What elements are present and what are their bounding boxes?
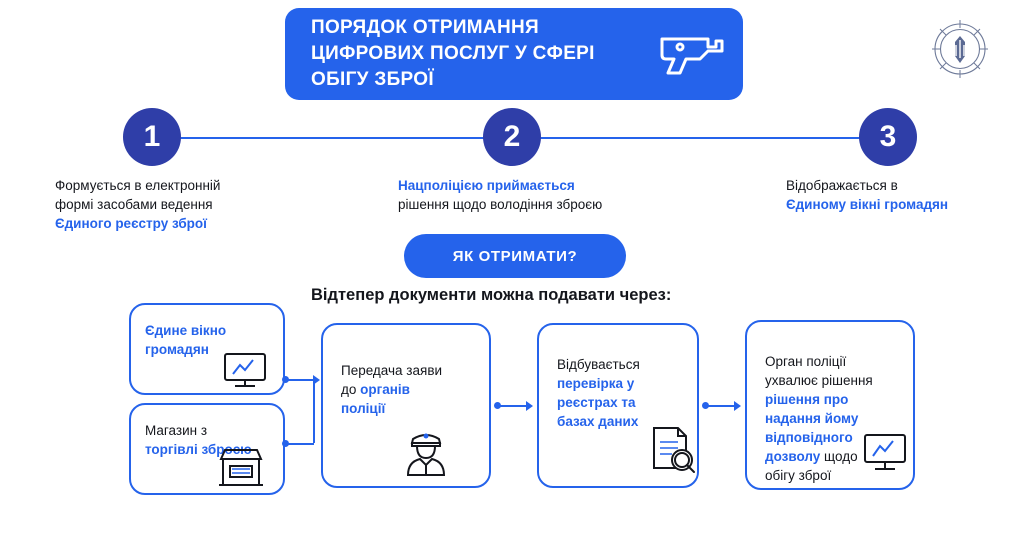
step-2-highlight: Нацполіцією приймається	[398, 178, 575, 193]
submit-line-2	[341, 380, 489, 399]
step-text-3	[786, 176, 1001, 214]
section-subtitle: Відтепер документи можна подавати через:	[311, 286, 672, 304]
step-3-highlight: Єдиному вікні громадян	[786, 197, 949, 212]
store-icon	[215, 445, 267, 489]
step-1-line-2: формі засобами ведення	[55, 197, 213, 212]
decision-line-2: ухвалює рішення	[765, 373, 873, 388]
connector-window-h	[286, 379, 314, 381]
pistol-icon	[655, 28, 725, 80]
submit-line-1: Передача заяви	[341, 363, 443, 378]
connector-submit-h	[498, 405, 526, 407]
decision-line-6-plain: щодо	[820, 449, 858, 464]
step-number-1: 1	[123, 108, 181, 166]
step-1-line-1: Формується в електронній	[55, 178, 221, 193]
connector-arrow-check	[734, 401, 741, 411]
step-number-2: 2	[483, 108, 541, 166]
decision-line-1: Орган поліції	[765, 354, 847, 369]
verification-line-2: перевірка у	[557, 376, 635, 391]
step-3-line-1: Відображається в	[786, 178, 898, 193]
police-officer-icon	[398, 424, 454, 480]
single-window-line-1: Єдине вікно	[145, 323, 227, 338]
page-title-line-3: ОБІГУ ЗБРОЇ	[311, 69, 434, 90]
connector-arrow-submit	[526, 401, 533, 411]
monitor-icon	[222, 352, 268, 390]
submit-line-2-highlight: органів	[360, 382, 410, 397]
decision-line-5: відповідного	[765, 430, 853, 445]
weapons-shop-line-2: торгівлі зброєю	[145, 442, 252, 457]
connector-check-h	[706, 405, 734, 407]
verification-line-3: реєстрах та	[557, 395, 636, 410]
step-number-3: 3	[859, 108, 917, 166]
verification-line-1: Відбувається	[557, 357, 640, 372]
verification-line-4: базах даних	[557, 414, 639, 429]
page-title-line-1: ПОРЯДОК ОТРИМАННЯ	[311, 17, 539, 38]
police-emblem-icon	[932, 18, 988, 80]
connector-shop-h	[286, 443, 314, 445]
page-title	[311, 15, 595, 93]
connector-shop-v	[313, 379, 315, 443]
documents-search-icon	[648, 422, 698, 476]
decision-line-7: обігу зброї	[765, 468, 832, 483]
single-window-line-2: громадян	[145, 342, 209, 357]
decision-line-3: рішення про	[765, 392, 849, 407]
step-text-1	[55, 176, 305, 233]
step-1-highlight: Єдиного реєстру зброї	[55, 216, 207, 231]
decision-line-6-highlight: дозволу	[765, 449, 821, 464]
submit-line-2-plain: до	[341, 382, 361, 397]
how-to-get-badge: ЯК ОТРИМАТИ?	[404, 234, 626, 278]
page-title-line-2: ЦИФРОВИХ ПОСЛУГ У СФЕРІ	[311, 43, 595, 64]
step-2-line-1: рішення щодо володіння зброєю	[398, 197, 603, 212]
step-text-2	[398, 176, 678, 214]
submit-line-3: поліції	[341, 401, 386, 416]
weapons-shop-line-1: Магазин з	[145, 423, 208, 438]
decision-line-4: надання йому	[765, 411, 859, 426]
monitor-icon	[862, 432, 908, 474]
header-title-card	[285, 8, 743, 100]
